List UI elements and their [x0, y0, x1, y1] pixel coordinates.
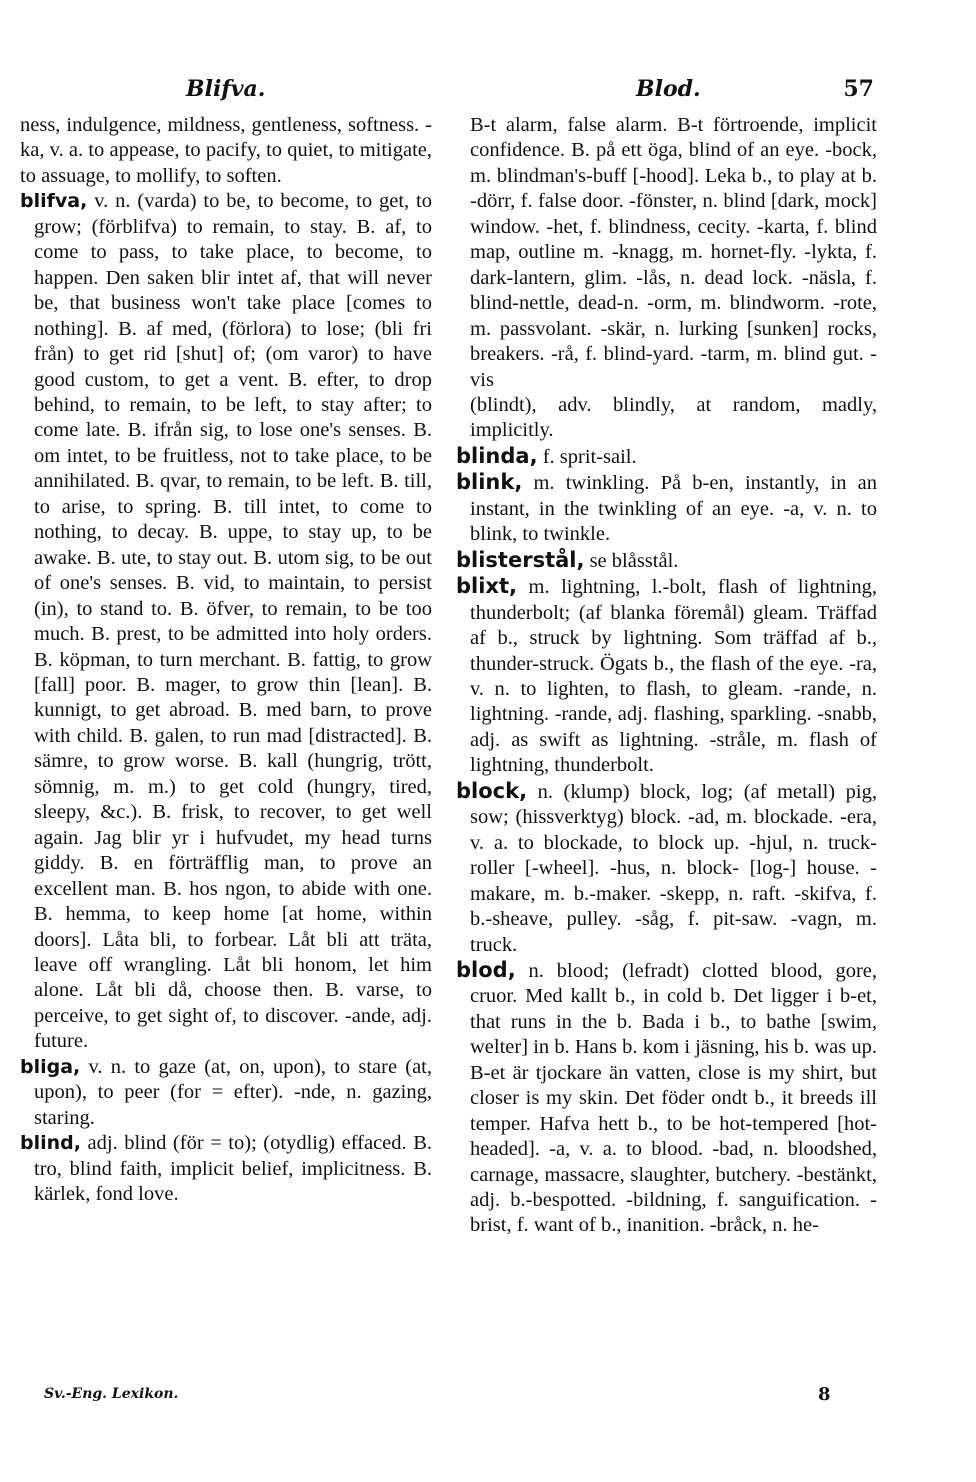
dictionary-entry	[20, 113, 432, 189]
dictionary-entry	[20, 1055, 432, 1131]
right-column	[456, 113, 877, 1239]
left-column	[20, 113, 432, 1207]
entry-text: (blindt), adv. blindly, at random, madly, implicitly.	[470, 393, 877, 442]
entry-text: n. blood; (lefradt) clotted blood, gore, cruor. Med kallt b., in cold b. Det ligger i b-et, that runs in the b. Bada i b., to bathe [swim, welter] in b. Hans b. kom i jäsning, his b. was up. B-et är tjockare än vatten, close is my shirt, but closer is my skin. Det föder ondt b., it breeds ill temper. Hafva hett b., to be hot-tempered [hot-headed]. -a, v. a. to blood. -bad, n. bloodshed, carnage, massacre, slaughter, butchery. -bestänkt, adj. b.-bespotted. -bildning, f. sanguification. -brist, f. want of b., inanition. -bråck, n. he-	[470, 959, 877, 1237]
running-head-right: Blod.	[636, 76, 701, 102]
dictionary-entry	[456, 574, 877, 779]
entry-text: ness, indulgence, mildness, gentleness, softness. -ka, v. a. to appease, to pacify, to quiet, to mitigate, to assuage, to mollify, to soften.	[20, 114, 432, 187]
headword: bliga,	[20, 1055, 81, 1078]
entry-text: v. n. (varda) to be, to become, to get, to grow; (förblifva) to remain, to stay. B. af, to come to pass, to take place, to become, to happen. Den saken blir intet af, that will never be, that business won't take place [comes to nothing]. B. af med, (förlora) to lose; (bli fri från) to get rid [shut] of; (om varor) to have good custom, to get a vent. B. efter, to drop behind, to remain, to be left, to stay after; to come late. B. ifrån sig, to lose one's senses. B. om intet, to be fruitless, not to take place, to be annihilated. B. qvar, to remain, to be left. B. till, to arise, to spring. B. till intet, to come to nothing, to decay. B. uppe, to stay up, to be awake. B. ute, to stay out. B. utom sig, to be out of one's senses. B. vid, to maintain, to persist (in), to stand to. B. öfver, to remain, to be too much. B. prest, to be admitted into holy orders. B. köpman, to turn merchant. B. fattig, to grow [fall] poor. B. mager, to grow thin [lean]. B. kunnigt, to get abroad. B. med barn, to prove with child. B. galen, to run mad [distracted]. B. sämre, to grow worse. B. kall (hungrig, trött, sömnig, m. m.) to get cold (hungry, tired, sleepy, &c.). B. frisk, to recover, to get well again. Jag blir yr i hufvudet, my head turns giddy. B. en förträfflig man, to prove an excellent man. B. hos ngon, to abide with one. B. hemma, to keep home [at home, within doors]. Låta bli, to forbear. Låt bli att träta, leave off wrangling. Låt bli honom, let him alone. Låt bli då, choose then. B. varse, to perceive, to get sight of, to discover. -ande, adj. future.	[34, 190, 432, 1053]
headword: blod,	[456, 957, 516, 982]
entry-text: v. n. to gaze (at, on, upon), to stare (at, upon), to peer (for = efter). -nde, n. gazing, staring.	[34, 1055, 432, 1129]
entry-text: se blåsstål.	[584, 549, 679, 572]
entry-text: n. (klump) block, log; (af metall) pig, sow; (hissverktyg) block. -ad, m. blockade. -era, v. a. to blockade, to block up. -hjul, n. truck-roller [-wheel]. -hus, n. block- [log-] house. -makare, m. b.-maker. -skepp, n. raft. -skifva, f. b.-sheave, pulley. -såg, f. pit-saw. -vagn, m. truck.	[470, 780, 877, 956]
dictionary-entry	[20, 189, 432, 1054]
entry-text: B-t alarm, false alarm. B-t förtroende, implicit confidence. B. på ett öga, blind of an eye. -bock, m. blindman's-buff [-hood]. Leka b., to play at b. -dörr, f. false door. -fönster, n. blind [dark, mock] window. -het, f. blindness, cecity. -karta, f. blind map, outline m. -knagg, m. hornet-fly. -lykta, f. dark-lantern, glim. -lås, n. dead lock. -näsla, f. blind-nettle, dead-n. -orm, m. blindworm. -rote, m. passvolant. -skär, n. lurking [sunken] rocks, breakers. -rå, f. blind-yard. -tarm, m. blind gut. -vis	[470, 114, 877, 391]
dictionary-entry	[456, 779, 877, 958]
page-number: 57	[843, 76, 874, 102]
headword: block,	[456, 778, 528, 803]
dictionary-entry	[20, 1131, 432, 1207]
dictionary-entry	[456, 548, 877, 574]
dictionary-entry	[456, 393, 877, 444]
dictionary-entry	[456, 470, 877, 547]
entry-text: m. lightning, l.-bolt, flash of lightning, thunderbolt; (af blanka föremål) gleam. Träffad af b., struck by lightning. Som träffad af b., thunder-struck. Ögats b., the flash of the eye. -ra, v. n. to lighten, to flash, to gleam. -rande, n. lightning. -rande, adj. flashing, sparkling. -snabb, adj. as swift as lightning. -stråle, m. flash of lightning, thunderbolt.	[470, 576, 877, 777]
entry-text: m. twinkling. På b-en, instantly, in an instant, in the twinkling of an eye. -a, v. n. to blink, to twinkle.	[470, 472, 877, 546]
headword: blifva,	[20, 190, 88, 213]
headword: blink,	[456, 470, 523, 495]
dictionary-entry	[456, 444, 877, 470]
dictionary-entry	[456, 958, 877, 1239]
entry-text: adj. blind (för = to); (otydlig) effaced. B. tro, blind faith, implicit belief, implicitness. B. kärlek, fond love.	[34, 1132, 432, 1206]
headword: blinda,	[456, 443, 538, 468]
headword: blind,	[20, 1132, 81, 1155]
entry-text: f. sprit-sail.	[537, 445, 637, 468]
headword: blisterstål,	[456, 547, 585, 572]
headword: blixt,	[456, 574, 517, 599]
signature-mark: 8	[818, 1384, 831, 1405]
footer-imprint: Sv.-Eng. Lexikon.	[44, 1386, 179, 1402]
running-head-left: Blifva.	[186, 76, 266, 102]
dictionary-entry	[456, 113, 877, 393]
